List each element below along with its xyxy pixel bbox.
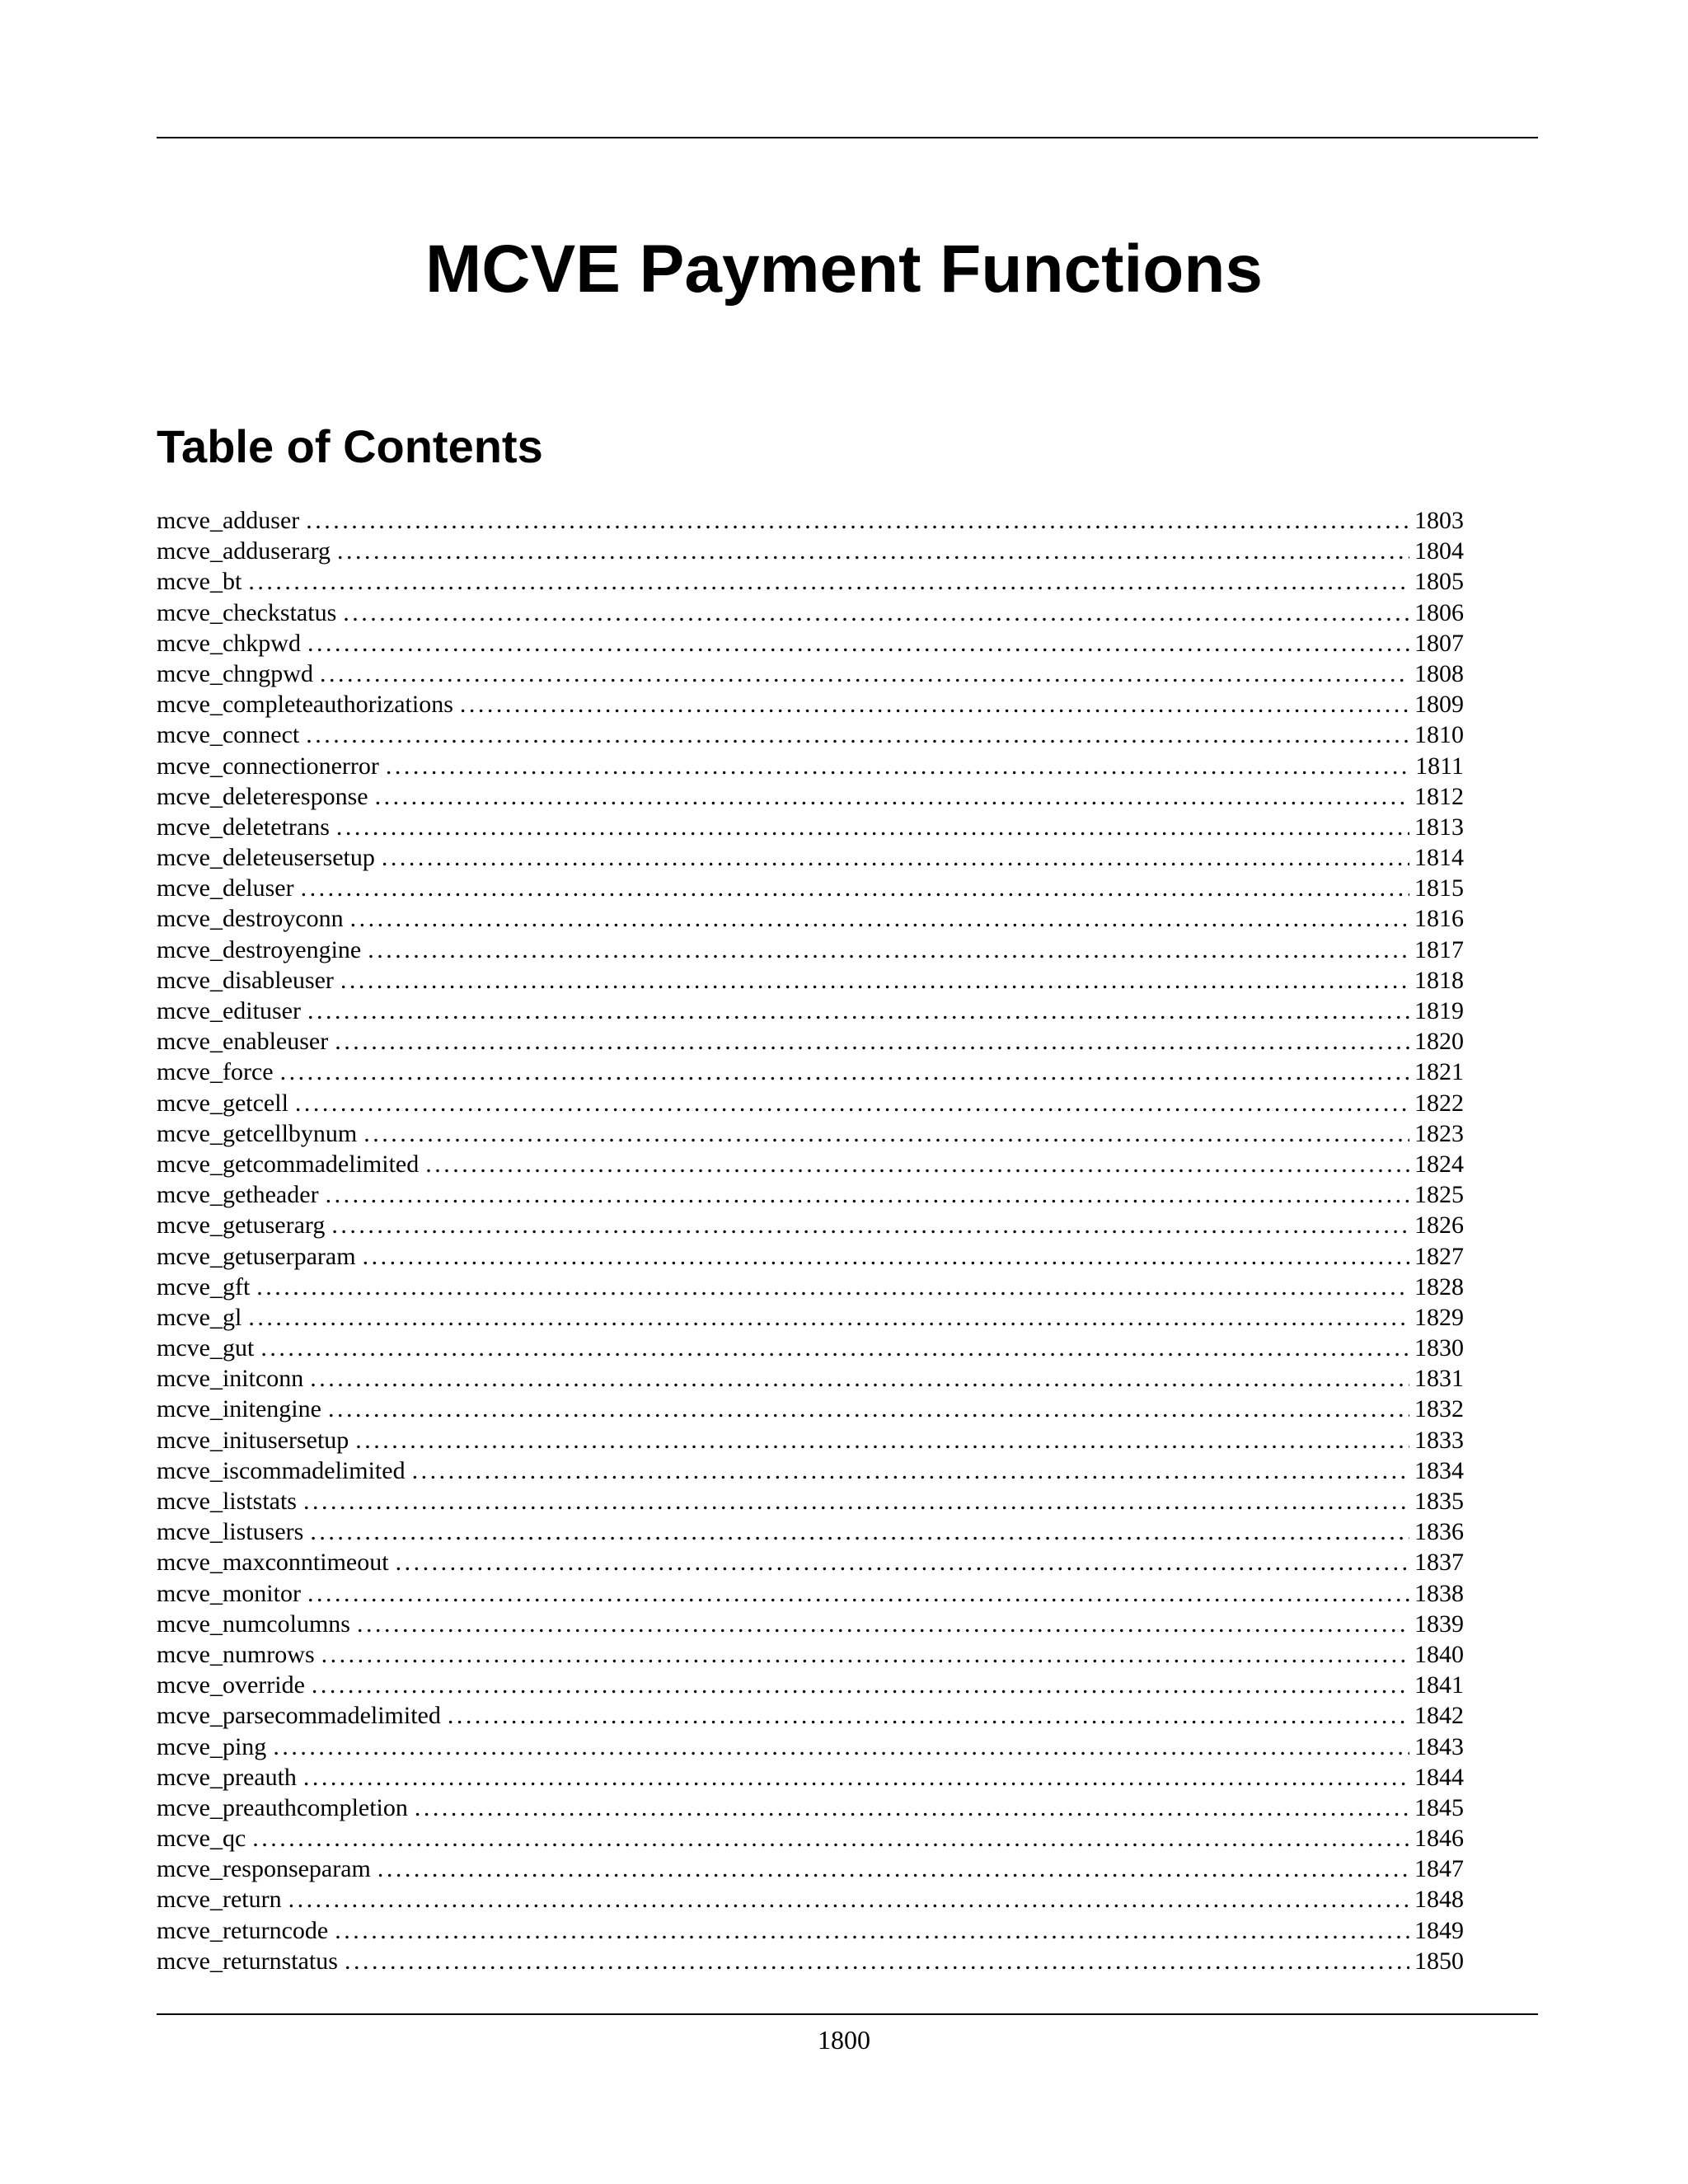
toc-dot-leader	[343, 598, 1409, 628]
toc-entry-name[interactable]: mcve_deleteusersetup	[157, 844, 375, 872]
toc-entry-name[interactable]: mcve_bt	[157, 568, 242, 596]
toc-dot-leader	[337, 536, 1409, 566]
toc-entry-page[interactable]: 1838	[1414, 1579, 1464, 1607]
toc-dot-leader	[350, 903, 1409, 934]
toc-entry-page[interactable]: 1832	[1414, 1395, 1464, 1423]
toc-dot-leader	[301, 873, 1409, 903]
toc-entry-page[interactable]: 1806	[1414, 598, 1464, 626]
toc-dot-leader	[280, 1057, 1409, 1087]
toc-entry[interactable]	[157, 842, 1464, 873]
toc-entry[interactable]	[157, 1670, 1464, 1700]
toc-entry[interactable]	[157, 505, 1464, 536]
toc-entry[interactable]	[157, 1149, 1464, 1179]
toc-entry-name[interactable]: mcve_checkstatus	[157, 598, 337, 626]
toc-dot-leader	[340, 965, 1409, 996]
toc-dot-leader	[377, 1854, 1409, 1884]
toc-entry[interactable]	[157, 1946, 1464, 1976]
toc-entry-name[interactable]: mcve_numrows	[157, 1640, 315, 1668]
toc-entry-page[interactable]: 1831	[1414, 1365, 1464, 1393]
toc-entry[interactable]	[157, 719, 1464, 750]
toc-dot-leader	[307, 1578, 1409, 1609]
toc-dot-leader	[320, 658, 1409, 689]
toc-entry-page[interactable]: 1808	[1414, 659, 1464, 687]
toc-entry-page[interactable]: 1826	[1414, 1212, 1464, 1240]
toc-entry[interactable]	[157, 1884, 1464, 1915]
toc-entry-page[interactable]: 1845	[1414, 1793, 1464, 1821]
toc-dot-leader	[336, 812, 1409, 842]
toc-entry-name[interactable]: mcve_chkpwd	[157, 629, 301, 657]
toc-entry[interactable]	[157, 1057, 1464, 1087]
toc-entry[interactable]	[157, 1455, 1464, 1486]
toc-entry-page[interactable]: 1846	[1414, 1825, 1464, 1853]
toc-dot-leader	[307, 628, 1409, 658]
toc-entry-page[interactable]: 1816	[1414, 905, 1464, 933]
toc-entry-page[interactable]: 1828	[1414, 1272, 1464, 1301]
toc-entry-page[interactable]: 1804	[1414, 537, 1464, 565]
toc-entry[interactable]	[157, 873, 1464, 903]
toc-entry[interactable]	[157, 935, 1464, 965]
toc-dot-leader	[303, 1762, 1409, 1793]
toc-entry-name[interactable]: mcve_override	[157, 1671, 305, 1699]
toc-entry-page[interactable]: 1812	[1414, 782, 1464, 810]
toc-entry[interactable]	[157, 1639, 1464, 1670]
toc-dot-leader	[368, 935, 1409, 965]
toc-dot-leader	[460, 689, 1409, 719]
toc-entry-page[interactable]: 1825	[1414, 1181, 1464, 1209]
toc-entry[interactable]	[157, 566, 1464, 597]
toc-dot-leader	[312, 1670, 1409, 1700]
toc-dot-leader	[256, 1272, 1409, 1302]
toc-entry-name[interactable]: mcve_deleteresponse	[157, 782, 368, 810]
toc-dot-leader	[288, 1884, 1409, 1915]
toc-dot-leader	[363, 1118, 1409, 1149]
toc-dot-leader	[331, 1210, 1409, 1240]
toc-entry-page[interactable]: 1844	[1414, 1763, 1464, 1791]
toc-entry-name[interactable]: mcve_initusersetup	[157, 1426, 349, 1454]
toc-dot-leader	[260, 1333, 1409, 1363]
toc-entry-page[interactable]: 1847	[1414, 1855, 1464, 1883]
toc-entry[interactable]	[157, 628, 1464, 658]
toc-dot-leader	[248, 566, 1409, 597]
toc-entry[interactable]	[157, 1762, 1464, 1793]
toc-entry-page[interactable]: 1805	[1414, 568, 1464, 596]
toc-entry-name[interactable]: mcve_getheader	[157, 1181, 319, 1209]
toc-entry[interactable]	[157, 1118, 1464, 1149]
toc-entry-page[interactable]: 1811	[1415, 752, 1464, 780]
toc-entry-page[interactable]: 1824	[1414, 1150, 1464, 1178]
toc-entry-name[interactable]: mcve_return	[157, 1886, 282, 1914]
toc-entry-name[interactable]: mcve_listusers	[157, 1518, 304, 1546]
toc-entry-name[interactable]: mcve_returncode	[157, 1916, 329, 1944]
page-title: MCVE Payment Functions	[424, 232, 1264, 307]
toc-entry[interactable]	[157, 1363, 1464, 1394]
toc-entry-name[interactable]: mcve_connectionerror	[157, 752, 379, 780]
toc-entry[interactable]	[157, 903, 1464, 934]
toc-dot-leader	[306, 719, 1409, 750]
toc-dot-leader	[425, 1149, 1409, 1179]
toc-entry-page[interactable]: 1830	[1414, 1334, 1464, 1362]
toc-dot-leader	[295, 1088, 1409, 1118]
toc-entry[interactable]	[157, 689, 1464, 719]
toc-entry[interactable]	[157, 1088, 1464, 1118]
toc-entry-page[interactable]: 1836	[1414, 1518, 1464, 1546]
toc-entry[interactable]	[157, 1700, 1464, 1731]
toc-entry[interactable]	[157, 1210, 1464, 1240]
toc-dot-leader	[310, 1363, 1409, 1394]
toc-entry-name[interactable]: mcve_liststats	[157, 1488, 297, 1515]
toc-entry-name[interactable]: mcve_numcolumns	[157, 1610, 350, 1638]
toc-dot-leader	[273, 1732, 1409, 1762]
toc-entry[interactable]	[157, 598, 1464, 628]
toc-entry-name[interactable]: mcve_monitor	[157, 1579, 301, 1607]
toc-dot-leader	[326, 1179, 1409, 1210]
toc-entry[interactable]	[157, 781, 1464, 812]
toc-entry-page[interactable]: 1821	[1414, 1058, 1464, 1086]
toc-dot-leader	[386, 751, 1410, 781]
toc-entry[interactable]	[157, 1915, 1464, 1946]
toc-entry-name[interactable]: mcve_iscommadelimited	[157, 1456, 406, 1484]
toc-dot-leader	[448, 1700, 1409, 1731]
toc-entry-name[interactable]: mcve_ping	[157, 1732, 267, 1760]
toc-entry[interactable]	[157, 1425, 1464, 1455]
toc-entry-page[interactable]: 1841	[1414, 1671, 1464, 1699]
toc-dot-leader	[306, 505, 1409, 536]
toc-dot-leader	[321, 1639, 1409, 1670]
toc-entry-page[interactable]: 1849	[1414, 1916, 1464, 1944]
toc-entry-name[interactable]: mcve_getcommadelimited	[157, 1150, 420, 1178]
toc-entry-page[interactable]: 1803	[1414, 507, 1464, 534]
toc-entry-page[interactable]: 1822	[1414, 1089, 1464, 1117]
toc-entry-page[interactable]: 1834	[1414, 1456, 1464, 1484]
toc-dot-leader	[310, 1516, 1409, 1547]
toc-entry-name[interactable]: mcve_preauthcompletion	[157, 1793, 408, 1821]
toc-entry-page[interactable]: 1817	[1414, 935, 1464, 963]
toc-dot-leader	[345, 1946, 1409, 1976]
header-rule	[157, 137, 1538, 138]
toc-entry-page[interactable]: 1848	[1414, 1886, 1464, 1914]
toc-entry-page[interactable]: 1809	[1414, 691, 1464, 719]
toc-entry[interactable]	[157, 1823, 1464, 1854]
toc-entry-page[interactable]: 1850	[1414, 1947, 1464, 1975]
toc-entry-name[interactable]: mcve_edituser	[157, 997, 301, 1024]
toc-entry[interactable]	[157, 1241, 1464, 1272]
toc-entry-page[interactable]: 1823	[1414, 1119, 1464, 1147]
toc-dot-leader	[335, 1915, 1409, 1946]
toc-entry-name[interactable]: mcve_gut	[157, 1334, 255, 1362]
toc-entry-page[interactable]: 1835	[1414, 1488, 1464, 1515]
toc-entry[interactable]	[157, 812, 1464, 842]
toc-dot-leader	[382, 842, 1409, 873]
toc-entry-page[interactable]: 1819	[1414, 997, 1464, 1024]
toc-entry-name[interactable]: mcve_qc	[157, 1825, 246, 1853]
page-number: 1800	[818, 2025, 870, 2055]
toc-entry-name[interactable]: mcve_parsecommadelimited	[157, 1702, 441, 1730]
toc-entry[interactable]	[157, 1854, 1464, 1884]
toc-entry-name[interactable]: mcve_returnstatus	[157, 1947, 338, 1975]
toc-entry-name[interactable]: mcve_destroyconn	[157, 905, 344, 933]
toc-entry-name[interactable]: mcve_getcellbynum	[157, 1119, 358, 1147]
toc-entry-name[interactable]: mcve_gl	[157, 1303, 242, 1331]
toc-entry[interactable]	[157, 1609, 1464, 1639]
toc-entry[interactable]	[157, 1578, 1464, 1609]
toc-entry[interactable]	[157, 1394, 1464, 1424]
toc-entry[interactable]	[157, 1793, 1464, 1823]
toc-entry[interactable]	[157, 965, 1464, 996]
toc-entry-page[interactable]: 1807	[1414, 629, 1464, 657]
toc-heading: Table of Contents	[157, 420, 543, 472]
toc-entry-name[interactable]: mcve_disableuser	[157, 966, 334, 994]
toc-entry-name[interactable]: mcve_getuserarg	[157, 1212, 326, 1240]
toc-entry-name[interactable]: mcve_getuserparam	[157, 1242, 356, 1270]
toc-entry-name[interactable]: mcve_completeauthorizations	[157, 691, 453, 719]
toc-entry[interactable]	[157, 1272, 1464, 1302]
toc-entry-name[interactable]: mcve_deletetrans	[157, 813, 330, 841]
toc-entry-name[interactable]: mcve_connect	[157, 721, 300, 749]
toc-entry[interactable]	[157, 1179, 1464, 1210]
footer-rule	[157, 2013, 1538, 2015]
toc-entry-page[interactable]: 1810	[1414, 721, 1464, 749]
toc-entry-name[interactable]: mcve_deluser	[157, 874, 294, 902]
toc-dot-leader	[335, 1026, 1409, 1057]
toc-dot-leader	[303, 1486, 1409, 1516]
toc-entry-page[interactable]: 1842	[1414, 1702, 1464, 1730]
toc-dot-leader	[355, 1425, 1409, 1455]
toc-entry-name[interactable]: mcve_enableuser	[157, 1028, 329, 1056]
toc-dot-leader	[328, 1394, 1409, 1424]
toc-entry-name[interactable]: mcve_preauth	[157, 1763, 297, 1791]
toc-entry-name[interactable]: mcve_initengine	[157, 1395, 321, 1423]
toc-entry[interactable]	[157, 536, 1464, 566]
toc-entry-page[interactable]: 1827	[1414, 1242, 1464, 1270]
toc-entry-name[interactable]: mcve_chngpwd	[157, 659, 313, 687]
toc-entry-page[interactable]: 1818	[1414, 966, 1464, 994]
toc-entry[interactable]	[157, 751, 1464, 781]
toc-entry[interactable]	[157, 1333, 1464, 1363]
toc-dot-leader	[375, 781, 1409, 812]
toc-dot-leader	[252, 1823, 1409, 1854]
toc-dot-leader	[412, 1455, 1409, 1486]
toc-dot-leader	[248, 1302, 1409, 1333]
toc-entry[interactable]	[157, 1732, 1464, 1762]
toc-entry-name[interactable]: mcve_getcell	[157, 1089, 288, 1117]
toc-entry-name[interactable]: mcve_maxconntimeout	[157, 1549, 389, 1577]
toc-entry-name[interactable]: mcve_force	[157, 1058, 274, 1086]
toc-entry[interactable]	[157, 1486, 1464, 1516]
toc-entry[interactable]	[157, 1302, 1464, 1333]
toc-entry-name[interactable]: mcve_adduserarg	[157, 537, 331, 565]
toc-entry-page[interactable]: 1814	[1414, 844, 1464, 872]
toc-entry-name[interactable]: mcve_adduser	[157, 507, 300, 534]
toc-dot-leader	[363, 1241, 1409, 1272]
toc-entry[interactable]	[157, 1547, 1464, 1577]
toc-dot-leader	[307, 996, 1409, 1026]
toc-entry-page[interactable]: 1829	[1414, 1303, 1464, 1331]
toc-dot-leader	[357, 1609, 1409, 1639]
toc-entry-page[interactable]: 1815	[1414, 874, 1464, 902]
toc-entry-name[interactable]: mcve_destroyengine	[157, 935, 362, 963]
toc-entry-name[interactable]: mcve_initconn	[157, 1365, 304, 1393]
toc-entry[interactable]	[157, 658, 1464, 689]
toc-dot-leader	[396, 1547, 1409, 1577]
toc-entry-name[interactable]: mcve_gft	[157, 1272, 251, 1301]
toc-entry[interactable]	[157, 996, 1464, 1026]
toc-entry-page[interactable]: 1843	[1414, 1732, 1464, 1760]
toc-entry-page[interactable]: 1840	[1414, 1640, 1464, 1668]
toc-entry[interactable]	[157, 1516, 1464, 1547]
toc-list	[157, 505, 1464, 1976]
toc-entry-page[interactable]: 1837	[1414, 1549, 1464, 1577]
toc-entry-page[interactable]: 1833	[1414, 1426, 1464, 1454]
toc-entry[interactable]	[157, 1026, 1464, 1057]
toc-dot-leader	[415, 1793, 1409, 1823]
toc-entry-name[interactable]: mcve_responseparam	[157, 1855, 371, 1883]
toc-entry-page[interactable]: 1839	[1414, 1610, 1464, 1638]
toc-entry-page[interactable]: 1820	[1414, 1028, 1464, 1056]
toc-entry-page[interactable]: 1813	[1414, 813, 1464, 841]
